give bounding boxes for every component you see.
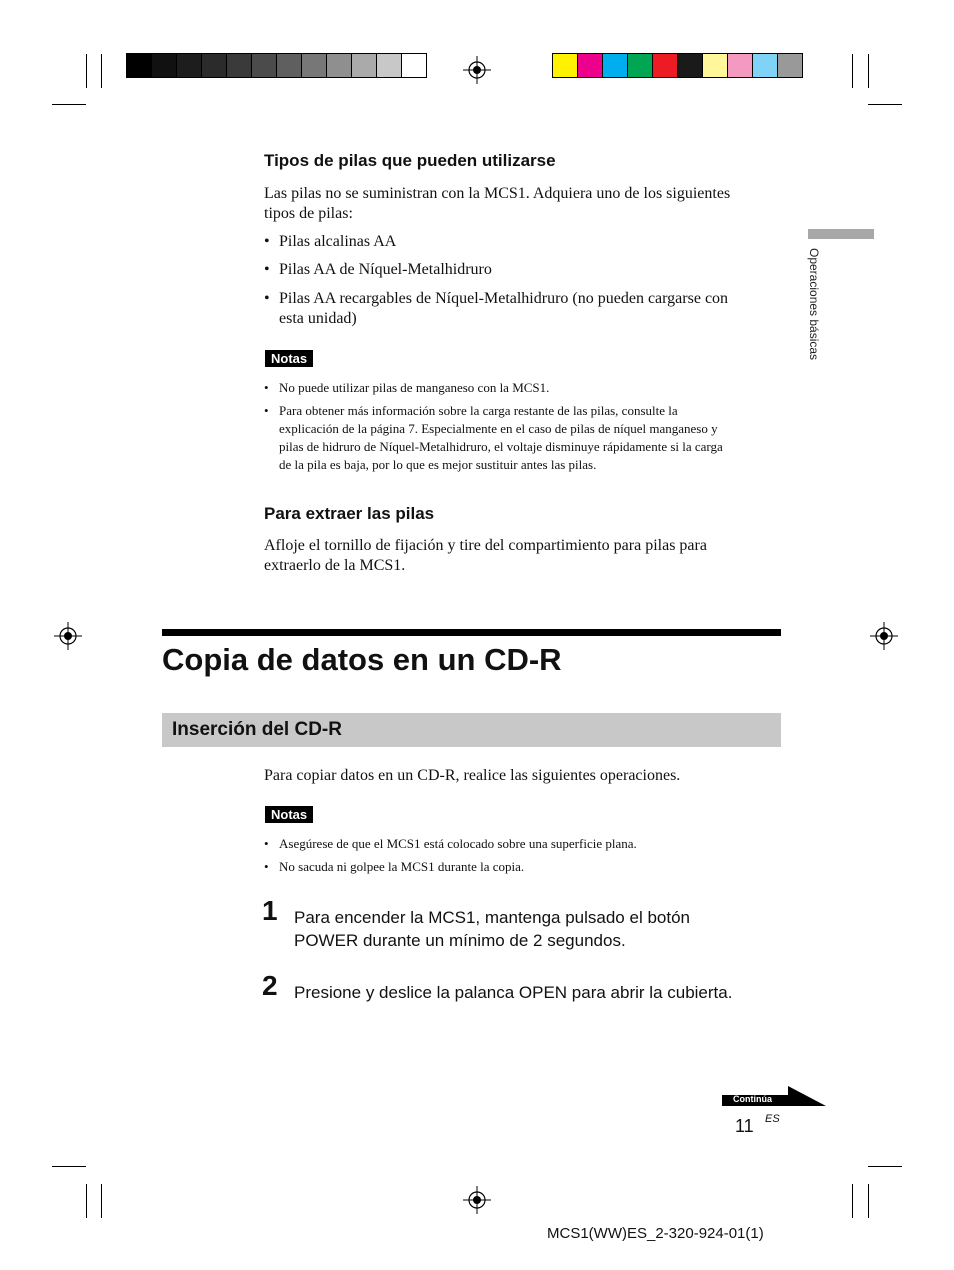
battery-intro-paragraph: Las pilas no se suministran con la MCS1. Adquiera uno de los siguientes tipos de pilas: xyxy=(264,185,731,222)
continues-label: Continúa xyxy=(733,1094,772,1104)
document-code: MCS1(WW)ES_2-320-924-01(1) xyxy=(547,1225,764,1242)
color-swatch xyxy=(302,54,327,77)
side-tab-bar xyxy=(808,229,874,239)
color-swatch xyxy=(553,54,578,77)
color-swatch xyxy=(377,54,402,77)
color-swatch xyxy=(753,54,778,77)
color-swatch xyxy=(678,54,703,77)
color-swatch xyxy=(728,54,753,77)
color-swatch xyxy=(227,54,252,77)
side-tab-label: Operaciones básicas xyxy=(807,248,821,361)
registration-mark-icon xyxy=(54,622,82,650)
remove-batteries-paragraph: Afloje el tornillo de fijación y tire del compartimiento para pilas para extraerlo de la MCS1. xyxy=(264,537,707,574)
step-text: Para encender la MCS1, mantenga pulsado el botón POWER durante un mínimo de 2 segundos. xyxy=(294,908,690,950)
step-number: 2 xyxy=(262,970,278,1001)
chapter-rule xyxy=(162,629,781,636)
color-swatch xyxy=(653,54,678,77)
color-swatch xyxy=(578,54,603,77)
color-swatch xyxy=(252,54,277,77)
notes-list xyxy=(264,379,784,474)
color-calibration-swatches xyxy=(552,53,803,78)
color-swatch xyxy=(402,54,426,77)
color-swatch xyxy=(127,54,152,77)
color-swatch xyxy=(603,54,628,77)
gray-calibration-swatches xyxy=(126,53,427,78)
section-heading-battery-types: Tipos de pilas que pueden utilizarse xyxy=(264,151,556,170)
color-swatch xyxy=(277,54,302,77)
list-item: • Pilas AA recargables de Níquel-Metalhidruro (no pueden cargarse con esta unidad) xyxy=(264,289,784,329)
page-number: 11 xyxy=(735,1116,754,1136)
list-item: • Para obtener más información sobre la carga restante de las pilas, consulte la explicación de la página 7. Especialmente en el caso de pilas de níquel manganeso y pilas de hidruro de Níquel-Metalhidruro, el voltaje disminuye rápidamente si la carga de la pila es baja, por lo que es mejor sustituir antes las pilas. xyxy=(264,402,784,474)
registration-mark-icon xyxy=(463,56,491,84)
color-swatch xyxy=(152,54,177,77)
notes-label: Notas xyxy=(265,806,313,823)
color-swatch xyxy=(778,54,802,77)
registration-mark-icon xyxy=(463,1186,491,1214)
color-swatch xyxy=(703,54,728,77)
color-swatch xyxy=(352,54,377,77)
list-item: • No puede utilizar pilas de manganeso con la MCS1. xyxy=(264,379,784,397)
notes-label: Notas xyxy=(265,350,313,367)
copy-intro-paragraph: Para copiar datos en un CD-R, realice las siguientes operaciones. xyxy=(264,767,681,784)
color-swatch xyxy=(202,54,227,77)
color-swatch xyxy=(177,54,202,77)
battery-types-list xyxy=(264,232,784,329)
subsection-title: Inserción del CD-R xyxy=(172,719,342,740)
step-text: Presione y deslice la palanca OPEN para abrir la cubierta. xyxy=(294,983,733,1002)
language-code: ES xyxy=(765,1113,780,1125)
notes-list xyxy=(264,835,784,876)
registration-mark-icon xyxy=(870,622,898,650)
section-heading-remove-batteries: Para extraer las pilas xyxy=(264,504,435,523)
step-number: 1 xyxy=(262,895,278,926)
list-item: • Pilas alcalinas AA xyxy=(264,232,784,252)
list-item: • Asegúrese de que el MCS1 está colocado sobre una superficie plana. xyxy=(264,835,784,853)
chapter-title: Copia de datos en un CD-R xyxy=(162,642,562,677)
color-swatch xyxy=(628,54,653,77)
color-swatch xyxy=(327,54,352,77)
list-item: • Pilas AA de Níquel-Metalhidruro xyxy=(264,260,784,280)
list-item: • No sacuda ni golpee la MCS1 durante la copia. xyxy=(264,858,784,876)
